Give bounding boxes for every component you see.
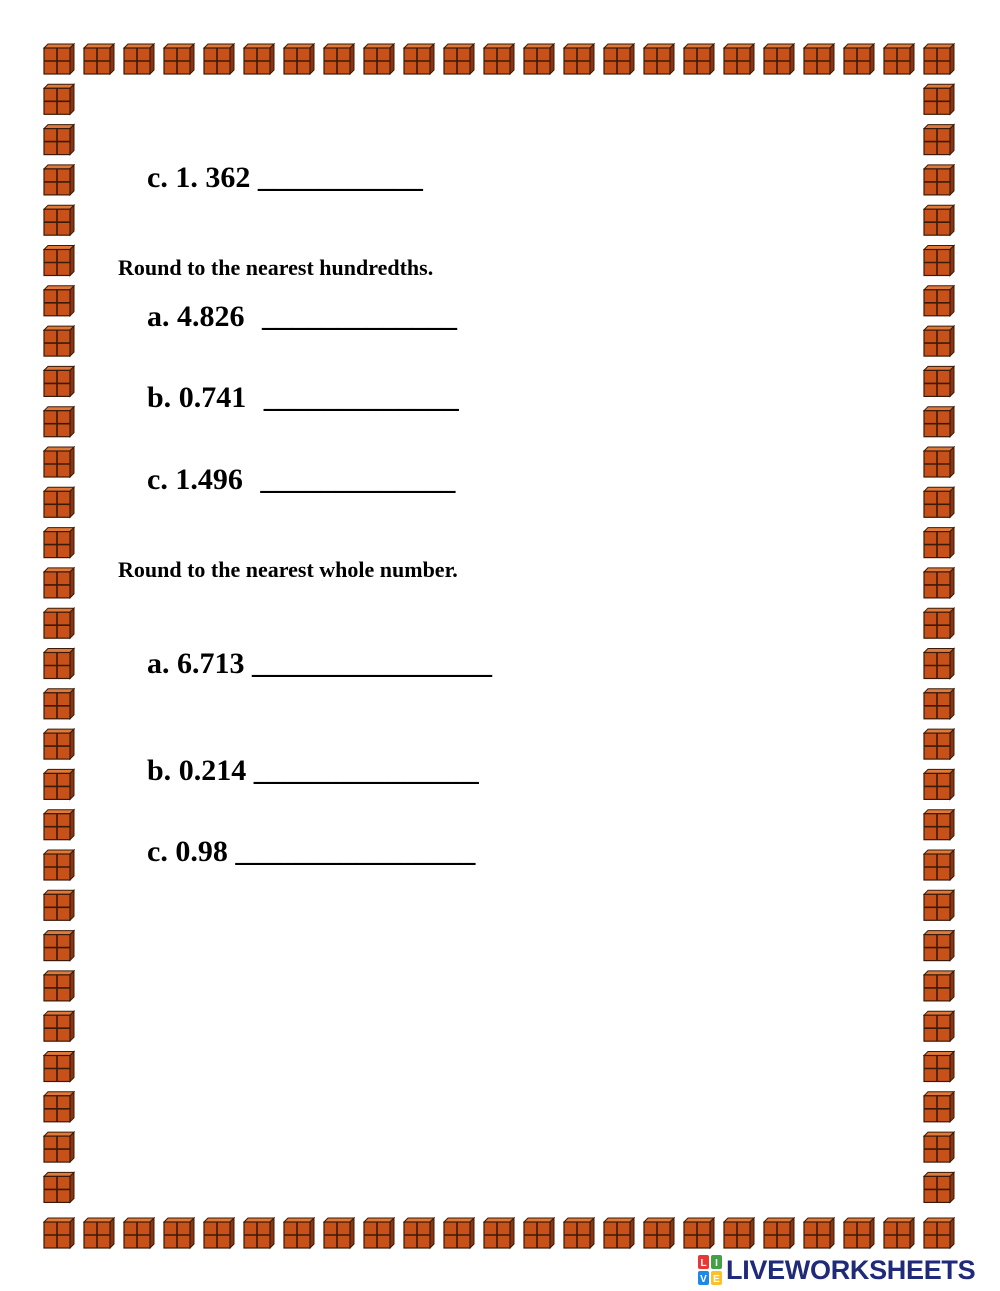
brick-box-icon [804,1218,834,1248]
logo-block-letter: V [700,1274,707,1285]
item-label: a. [147,300,170,333]
brick-box-icon [644,44,674,74]
brick-box-icon [44,971,74,1001]
brick-box-icon [44,729,74,759]
live-blocks-icon [698,1255,722,1285]
brick-box-icon [124,44,154,74]
item-label: c. [147,463,168,496]
brick-box-icon [44,205,74,235]
brick-box-icon [924,366,954,396]
brick-box-icon [564,44,594,74]
brick-box-icon [924,44,954,74]
brick-box-icon [364,1218,394,1248]
item-label: b. [147,381,172,414]
brick-box-icon [484,1218,514,1248]
brick-box-icon [924,1132,954,1162]
brick-box-icon [44,1172,74,1202]
brick-box-icon [204,44,234,74]
brick-box-icon [604,1218,634,1248]
question-hundredths-a [147,302,457,332]
logo-block-letter: E [713,1274,720,1285]
brick-box-icon [164,1218,194,1248]
brick-box-icon [924,407,954,437]
brick-box-icon [44,246,74,276]
brick-box-icon [924,608,954,638]
brick-box-icon [124,1218,154,1248]
brick-box-icon [324,44,354,74]
question-whole-c [147,837,475,867]
logo-block-letter: L [700,1258,707,1269]
brick-box-icon [44,487,74,517]
brick-box-icon [364,44,394,74]
brick-box-icon [924,165,954,195]
brick-box-icon [164,44,194,74]
brick-box-icon [924,1052,954,1082]
brick-box-icon [444,1218,474,1248]
brick-box-icon [924,649,954,679]
brick-box-icon [44,689,74,719]
item-label: a. [147,647,170,680]
item-number: 4.826 [177,300,245,333]
brick-box-icon [684,1218,714,1248]
answer-blank[interactable]: ________________ [252,647,492,680]
question-whole-a [147,649,492,679]
brick-box-icon [44,931,74,961]
brick-box-icon [724,1218,754,1248]
brick-box-icon [644,1218,674,1248]
brick-box-icon [924,1172,954,1202]
brick-box-icon [844,1218,874,1248]
brick-box-icon [44,165,74,195]
instruction-whole-number: Round to the nearest whole number. [118,557,458,582]
brick-box-icon [44,447,74,477]
brick-box-icon [764,1218,794,1248]
brick-box-icon [924,286,954,316]
brick-box-icon [924,84,954,114]
brick-box-icon [44,1011,74,1041]
brick-box-icon [44,84,74,114]
item-number: 1. 362 [175,161,251,194]
brick-box-icon [604,44,634,74]
brick-box-icon [444,44,474,74]
brick-box-icon [44,1092,74,1122]
brick-box-icon [244,1218,274,1248]
brick-box-icon [924,205,954,235]
question-top-c [147,163,423,193]
brick-box-icon [924,568,954,598]
brick-box-icon [84,44,114,74]
brick-box-icon [924,890,954,920]
brick-box-icon [284,44,314,74]
brick-box-icon [924,1011,954,1041]
brick-box-icon [764,44,794,74]
liveworksheets-logo[interactable] [698,1253,975,1287]
brick-box-icon [924,447,954,477]
answer-blank[interactable]: ________________ [235,835,476,868]
brick-box-icon [324,1218,354,1248]
brick-box-icon [924,769,954,799]
brick-box-icon [44,568,74,598]
instruction-hundredths: Round to the nearest hundredths. [118,255,434,280]
brick-box-icon [524,1218,554,1248]
brick-box-icon [924,487,954,517]
question-hundredths-c [147,465,455,495]
logo-block-letter: I [715,1258,718,1269]
brick-box-icon [44,810,74,840]
brick-box-icon [44,850,74,880]
brick-box-icon [924,971,954,1001]
brick-box-icon [884,44,914,74]
brick-box-icon [284,1218,314,1248]
brick-box-icon [924,850,954,880]
item-number: 6.713 [177,647,245,680]
brick-box-icon [44,125,74,155]
brick-box-icon [44,326,74,356]
question-hundredths-b [147,383,459,413]
brick-box-icon [44,1132,74,1162]
brick-box-icon [484,44,514,74]
brick-box-icon [924,125,954,155]
brick-box-icon [684,44,714,74]
brick-box-icon [84,1218,114,1248]
answer-blank[interactable]: _____________ [260,463,456,496]
brick-box-icon [44,286,74,316]
brick-box-icon [204,1218,234,1248]
brick-box-icon [924,326,954,356]
brick-box-icon [924,810,954,840]
brick-box-icon [44,44,74,74]
answer-blank[interactable]: _____________ [263,381,459,414]
brick-box-icon [44,769,74,799]
brick-box-icon [524,44,554,74]
brick-box-icon [44,366,74,396]
item-label: b. [147,754,172,787]
answer-blank[interactable]: _______________ [253,754,479,787]
brick-box-icon [924,931,954,961]
item-label: c. [147,161,168,194]
brick-box-icon [844,44,874,74]
brick-box-icon [724,44,754,74]
item-number: 0.98 [175,835,228,868]
brick-box-icon [884,1218,914,1248]
brick-box-icon [924,246,954,276]
question-whole-b [147,756,479,786]
brick-box-icon [924,528,954,558]
brick-box-icon [404,1218,434,1248]
brick-box-icon [924,729,954,759]
brick-box-icon [244,44,274,74]
brick-box-icon [404,44,434,74]
brick-box-icon [44,1052,74,1082]
brick-box-icon [44,1218,74,1248]
item-label: c. [147,835,168,868]
brick-box-icon [924,1092,954,1122]
brick-box-icon [44,528,74,558]
brick-box-icon [44,407,74,437]
answer-blank[interactable]: ___________ [257,161,423,194]
item-number: 1.496 [175,463,243,496]
answer-blank[interactable]: _____________ [262,300,457,333]
brick-box-icon [44,649,74,679]
item-number: 0.214 [178,754,247,787]
brick-box-icon [924,1218,954,1248]
brick-box-icon [924,689,954,719]
item-number: 0.741 [178,381,247,414]
brick-box-icon [44,890,74,920]
brick-box-icon [804,44,834,74]
logo-text: LIVEWORKSHEETS [726,1254,976,1285]
brick-box-icon [564,1218,594,1248]
brick-box-icon [44,608,74,638]
